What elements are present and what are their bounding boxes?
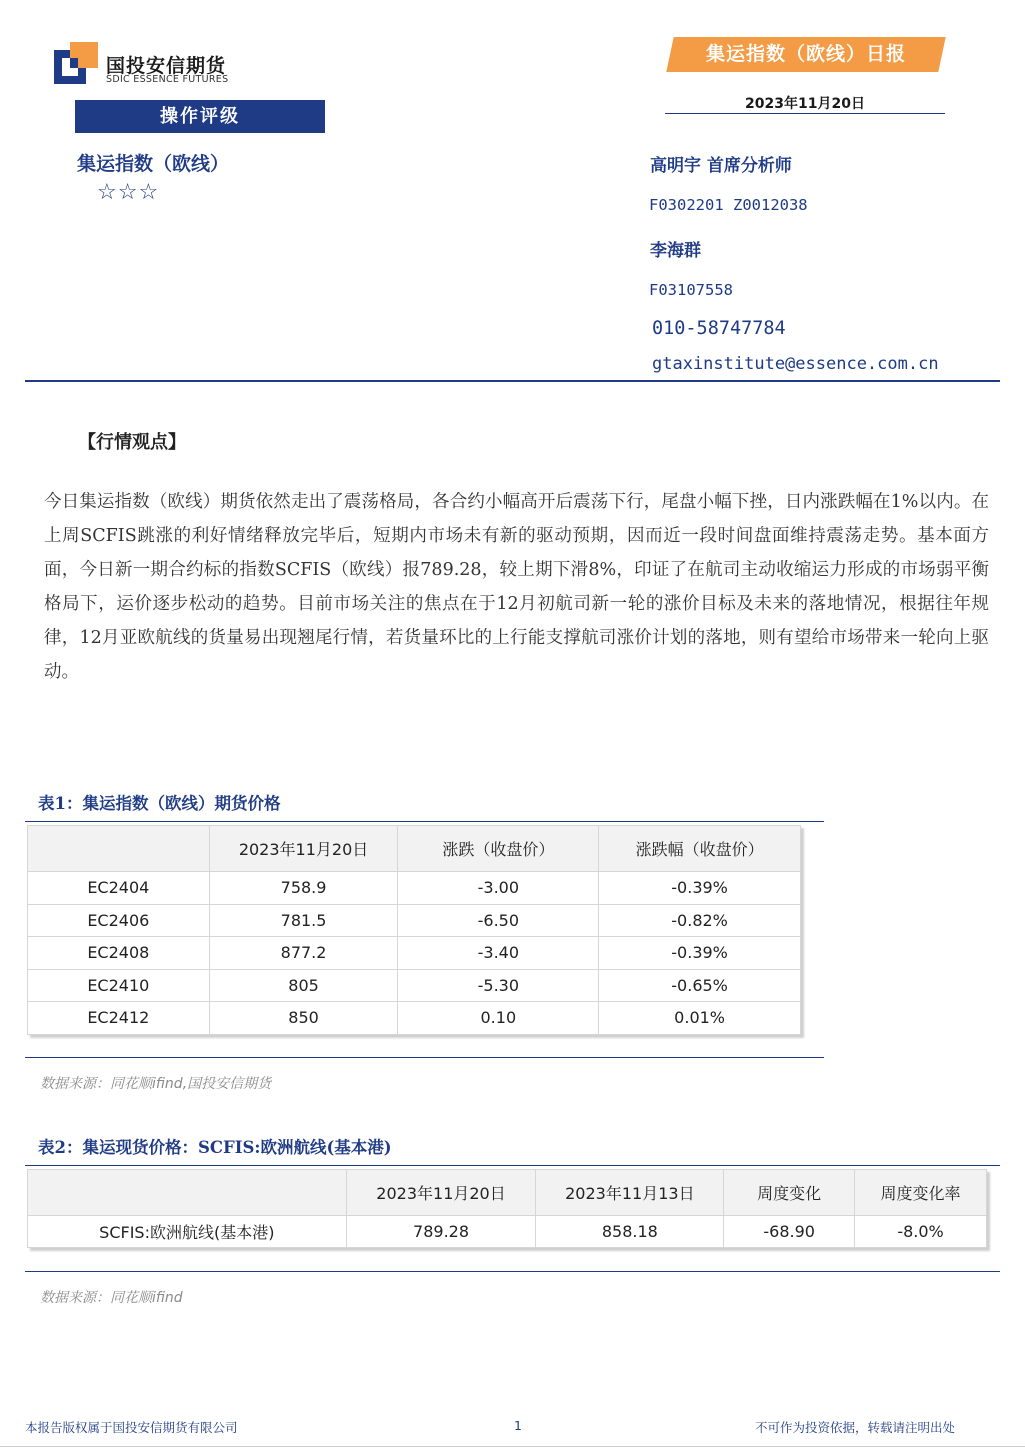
contact-phone: 010-58747784 (652, 318, 786, 339)
table1-header-row (28, 826, 801, 872)
table2-header-cell: 周度变化 (724, 1170, 855, 1216)
table2-bottom-rule (25, 1271, 1000, 1272)
change-cell: -5.30 (398, 969, 599, 1002)
company-logo-icon (54, 42, 98, 84)
page-number: 1 (514, 1418, 522, 1433)
change-pct-cell: -0.65% (599, 969, 801, 1002)
table-row (28, 1216, 987, 1248)
footer-divider (0, 1446, 1025, 1447)
table2-header-cell (28, 1170, 347, 1216)
rating-product: 集运指数（欧线） (77, 153, 230, 175)
report-title: 集运指数（欧线）日报 (705, 43, 906, 65)
company-name-cn: 国投安信期货 (106, 55, 227, 77)
change-cell: -3.00 (398, 872, 599, 905)
change-pct-cell: -0.39% (599, 937, 801, 970)
contract-cell: EC2408 (28, 937, 210, 970)
analyst-1-name: 高明宇 首席分析师 (650, 156, 792, 176)
table1-bottom-rule (25, 1057, 824, 1058)
rating-label: 操作评级 (75, 100, 325, 133)
table1-source: 数据来源：同花顺ifind,国投安信期货 (40, 1076, 272, 1092)
rating-stars-icon: ☆☆☆ (97, 180, 160, 205)
change-pct-cell: 0.01% (599, 1002, 801, 1035)
footer-disclaimer: 不可作为投资依据，转载请注明出处 (755, 1420, 956, 1435)
analyst-2-name: 李海群 (650, 241, 701, 261)
current-value-cell: 789.28 (346, 1216, 536, 1248)
table-row (28, 969, 801, 1002)
table1-top-rule (25, 821, 824, 822)
table2-header-row (28, 1170, 987, 1216)
table-row (28, 937, 801, 970)
price-cell: 805 (209, 969, 398, 1002)
contract-cell: EC2410 (28, 969, 210, 1002)
weekly-change-pct-cell: -8.0% (855, 1216, 987, 1248)
market-view-paragraph: 今日集运指数（欧线）期货依然走出了震荡格局，各合约小幅高开后震荡下行，尾盘小幅下挫，日内涨跌幅在1%以内。在上周SCFIS跳涨的利好情绪释放完毕后，短期内市场未有新的驱动预期，因而近一段时间盘面维持震荡走势。基本面方面，今日新一期合约标的指数SCFIS（欧线）报789.28，较上期下滑8%，印证了在航司主动收缩运力形成的市场弱平衡格局下，运价逐步松动的趋势。目前市场关注的焦点在于12月初航司新一轮的涨价目标及未来的落地情况，根据往年规律，12月亚欧航线的货量易出现翘尾行情，若货量环比的上行能支撑航司涨价计划的落地，则有望给市场带来一轮向上驱动。 (44, 492, 989, 682)
table-row (28, 904, 801, 937)
price-cell: 850 (209, 1002, 398, 1035)
header-divider (25, 380, 1000, 382)
change-cell: 0.10 (398, 1002, 599, 1035)
contract-cell: EC2406 (28, 904, 210, 937)
price-cell: 781.5 (209, 904, 398, 937)
company-name-en: SDIC ESSENCE FUTURES (106, 74, 229, 85)
table1-header-cell (28, 826, 210, 872)
footer-copyright: 本报告版权属于国投安信期货有限公司 (25, 1420, 238, 1435)
contract-cell: EC2412 (28, 1002, 210, 1035)
table1-header-cell: 涨跌幅（收盘价） (599, 826, 801, 872)
previous-value-cell: 858.18 (536, 1216, 724, 1248)
table2-source: 数据来源：同花顺ifind (40, 1290, 183, 1306)
table1-title: 表1：集运指数（欧线）期货价格 (38, 794, 281, 813)
table2-header-cell: 周度变化率 (855, 1170, 987, 1216)
contact-email-link[interactable]: gtaxinstitute@essence.com.cn (652, 354, 939, 374)
table2-spot-prices (27, 1169, 987, 1248)
table-row (28, 872, 801, 905)
table2-header-cell: 2023年11月20日 (346, 1170, 536, 1216)
weekly-change-cell: -68.90 (724, 1216, 855, 1248)
change-pct-cell: -0.82% (599, 904, 801, 937)
report-date: 2023年11月20日 (745, 96, 865, 112)
change-cell: -3.40 (398, 937, 599, 970)
date-underline (665, 113, 945, 114)
table2-header-cell: 2023年11月13日 (536, 1170, 724, 1216)
section-title: 【行情观点】 (78, 432, 186, 453)
table2-top-rule (25, 1165, 1000, 1166)
table1-header-cell: 2023年11月20日 (209, 826, 398, 872)
price-cell: 877.2 (209, 937, 398, 970)
table2-title: 表2：集运现货价格：SCFIS:欧洲航线(基本港) (38, 1138, 392, 1157)
analyst-1-codes: F0302201 Z0012038 (649, 196, 808, 214)
contract-cell: EC2404 (28, 872, 210, 905)
change-pct-cell: -0.39% (599, 872, 801, 905)
table1-header-cell: 涨跌（收盘价） (398, 826, 599, 872)
change-cell: -6.50 (398, 904, 599, 937)
table1-futures-prices (27, 825, 801, 1035)
analyst-2-codes: F03107558 (649, 281, 733, 299)
table-row (28, 1002, 801, 1035)
price-cell: 758.9 (209, 872, 398, 905)
index-name-cell: SCFIS:欧洲航线(基本港) (28, 1216, 347, 1248)
